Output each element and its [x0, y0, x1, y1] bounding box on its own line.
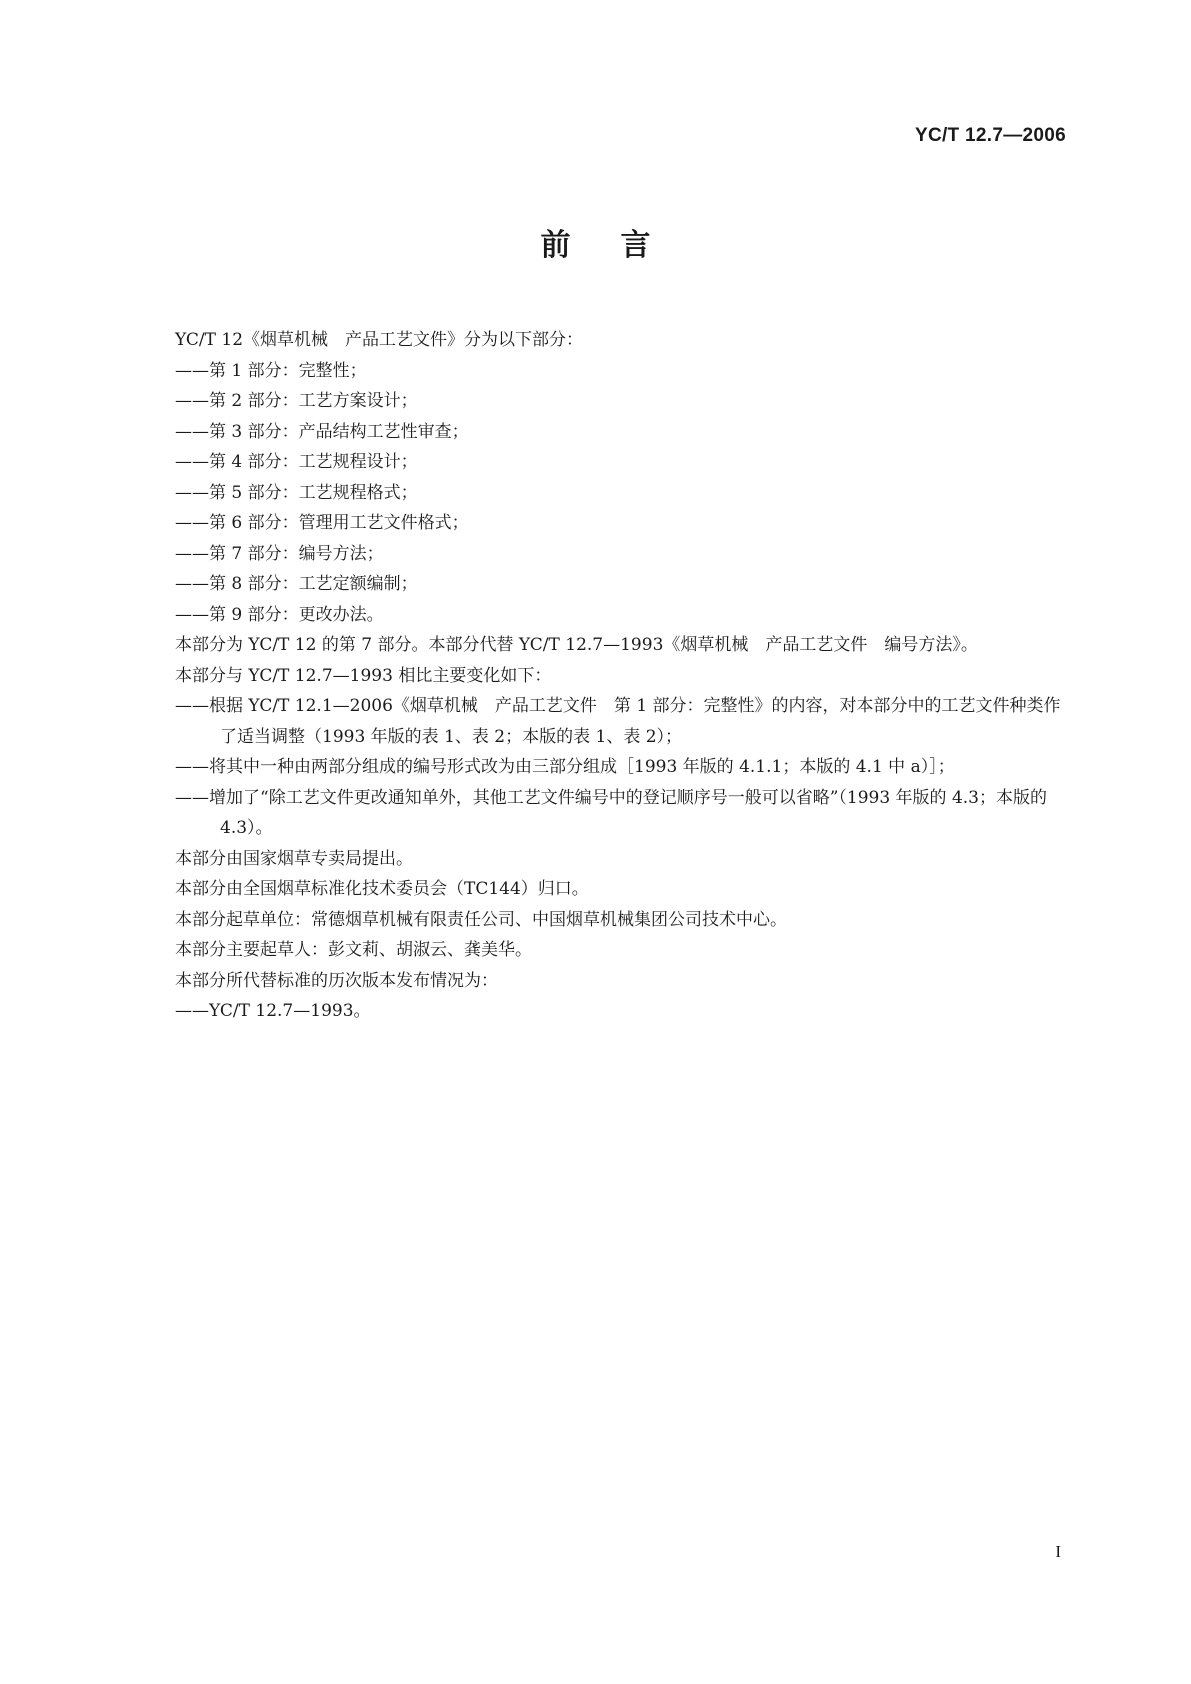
change-list-item: ——增加了“除工艺文件更改通知单外，其他工艺文件编号中的登记顺序号一般可以省略”（1993 年版的 4.3；本版的 4.3）。 [175, 787, 1047, 838]
part-list-item: ——第 8 部分：工艺定额编制； [175, 574, 418, 594]
replace-statement: 本部分为 YC/T 12 的第 7 部分。本部分代替 YC/T 12.7—1993《烟草机械 产品工艺文件 编号方法》。 [175, 635, 978, 655]
part-list-item: ——第 7 部分：编号方法； [175, 543, 384, 564]
history-list-item: ——YC/T 12.7—1993。 [175, 1001, 371, 1021]
changes-intro: 本部分与 YC/T 12.7—1993 相比主要变化如下： [175, 665, 552, 686]
part-list-item: ——第 9 部分：更改办法。 [175, 604, 384, 625]
part-list-item: ——第 1 部分：完整性； [175, 360, 367, 381]
part-list-item: ——第 4 部分：工艺规程设计； [175, 452, 418, 472]
page-number: I [1055, 1542, 1061, 1561]
intro-paragraph: YC/T 12《烟草机械 产品工艺文件》分为以下部分： [175, 330, 584, 350]
part-list-item: ——第 5 部分：工艺规程格式； [175, 482, 418, 503]
drafting-units-paragraph: 本部分起草单位：常德烟草机械有限责任公司、中国烟草机械集团公司技术中心。 [175, 909, 787, 930]
standard-code-header: YC/T 12.7—2006 [914, 125, 1066, 146]
drafters-paragraph: 本部分主要起草人：彭文莉、胡淑云、龚美华。 [175, 940, 532, 960]
change-list-item: ——将其中一种由两部分组成的编号形式改为由三部分组成［1993 年版的 4.1.1；本版的 4.1 中 a）］； [175, 757, 955, 777]
history-intro-paragraph: 本部分所代替标准的历次版本发布情况为： [175, 970, 498, 991]
change-list-item: ——根据 YC/T 12.1—2006《烟草机械 产品工艺文件 第 1 部分：完整性》的内容，对本部分中的工艺文件种类作了适当调整（1993 年版的表 1、表 2；本版的表 1、表 2）； [175, 696, 1061, 747]
proposer-paragraph: 本部分由国家烟草专卖局提出。 [175, 848, 413, 869]
foreword-body [135, 325, 1061, 1027]
part-list-item: ——第 3 部分：产品结构工艺性审查； [175, 421, 469, 442]
centralized-paragraph: 本部分由全国烟草标准化技术委员会（TC144）归口。 [175, 879, 589, 899]
page-title: 前言 [540, 228, 701, 263]
part-list-item: ——第 6 部分：管理用工艺文件格式； [175, 513, 469, 533]
part-list-item: ——第 2 部分：工艺方案设计； [175, 391, 418, 411]
